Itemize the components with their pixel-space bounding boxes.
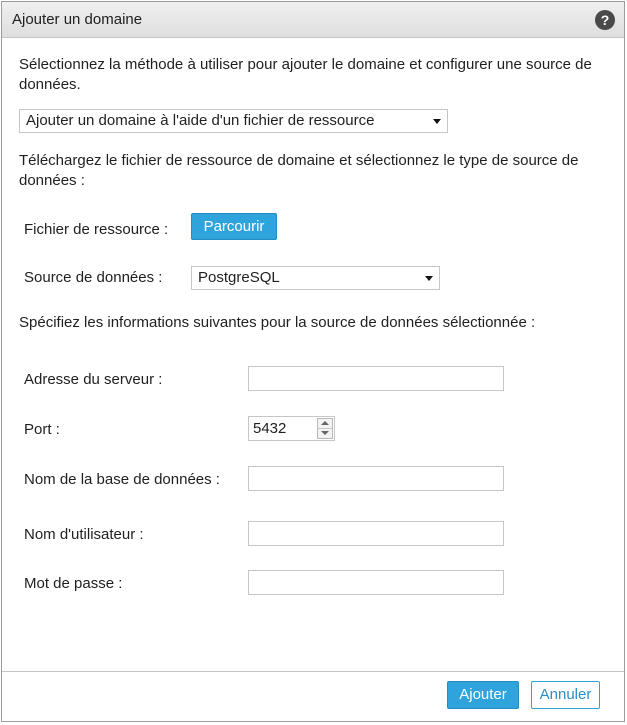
dialog-titlebar — [2, 2, 624, 38]
dialog-title: Ajouter un domaine — [12, 11, 143, 28]
chevron-down-icon — [425, 276, 433, 281]
browse-button[interactable]: Parcourir — [191, 213, 277, 240]
arrow-down-icon — [321, 431, 329, 435]
arrow-up-icon — [321, 421, 329, 425]
details-instruction: Spécifiez les informations suivantes pour la source de données sélectionnée : — [19, 314, 536, 331]
method-select[interactable] — [19, 109, 448, 133]
add-button[interactable]: Ajouter — [447, 681, 519, 709]
username-input[interactable] — [248, 521, 504, 546]
upload-instruction: Téléchargez le fichier de ressource de domaine et sélectionnez le type de source de données : — [19, 152, 579, 189]
add-domain-dialog — [1, 1, 625, 722]
password-input[interactable] — [248, 570, 504, 595]
chevron-down-icon — [433, 119, 441, 124]
datasource-select[interactable] — [191, 266, 440, 290]
resource-file-label: Fichier de ressource : — [24, 221, 169, 238]
cancel-button[interactable]: Annuler — [531, 681, 600, 709]
port-decrement-button[interactable] — [318, 429, 332, 438]
method-instruction: Sélectionnez la méthode à utiliser pour ajouter le domaine et configurer une source de données. — [19, 56, 592, 93]
database-name-label: Nom de la base de données : — [24, 471, 220, 488]
stepper-buttons — [317, 418, 333, 439]
password-label: Mot de passe : — [24, 575, 123, 592]
server-address-label: Adresse du serveur : — [24, 371, 163, 388]
help-icon[interactable]: ? — [595, 10, 615, 30]
datasource-select-value: PostgreSQL — [198, 269, 280, 286]
username-label: Nom d'utilisateur : — [24, 526, 144, 543]
port-increment-button[interactable] — [318, 419, 332, 429]
database-name-input[interactable] — [248, 466, 504, 491]
datasource-label: Source de données : — [24, 269, 163, 286]
port-label: Port : — [24, 421, 60, 438]
method-select-value: Ajouter un domaine à l'aide d'un fichier de ressource — [26, 112, 375, 129]
server-address-input[interactable] — [248, 366, 504, 391]
port-stepper[interactable] — [248, 416, 335, 441]
port-value[interactable]: 5432 — [253, 420, 287, 437]
